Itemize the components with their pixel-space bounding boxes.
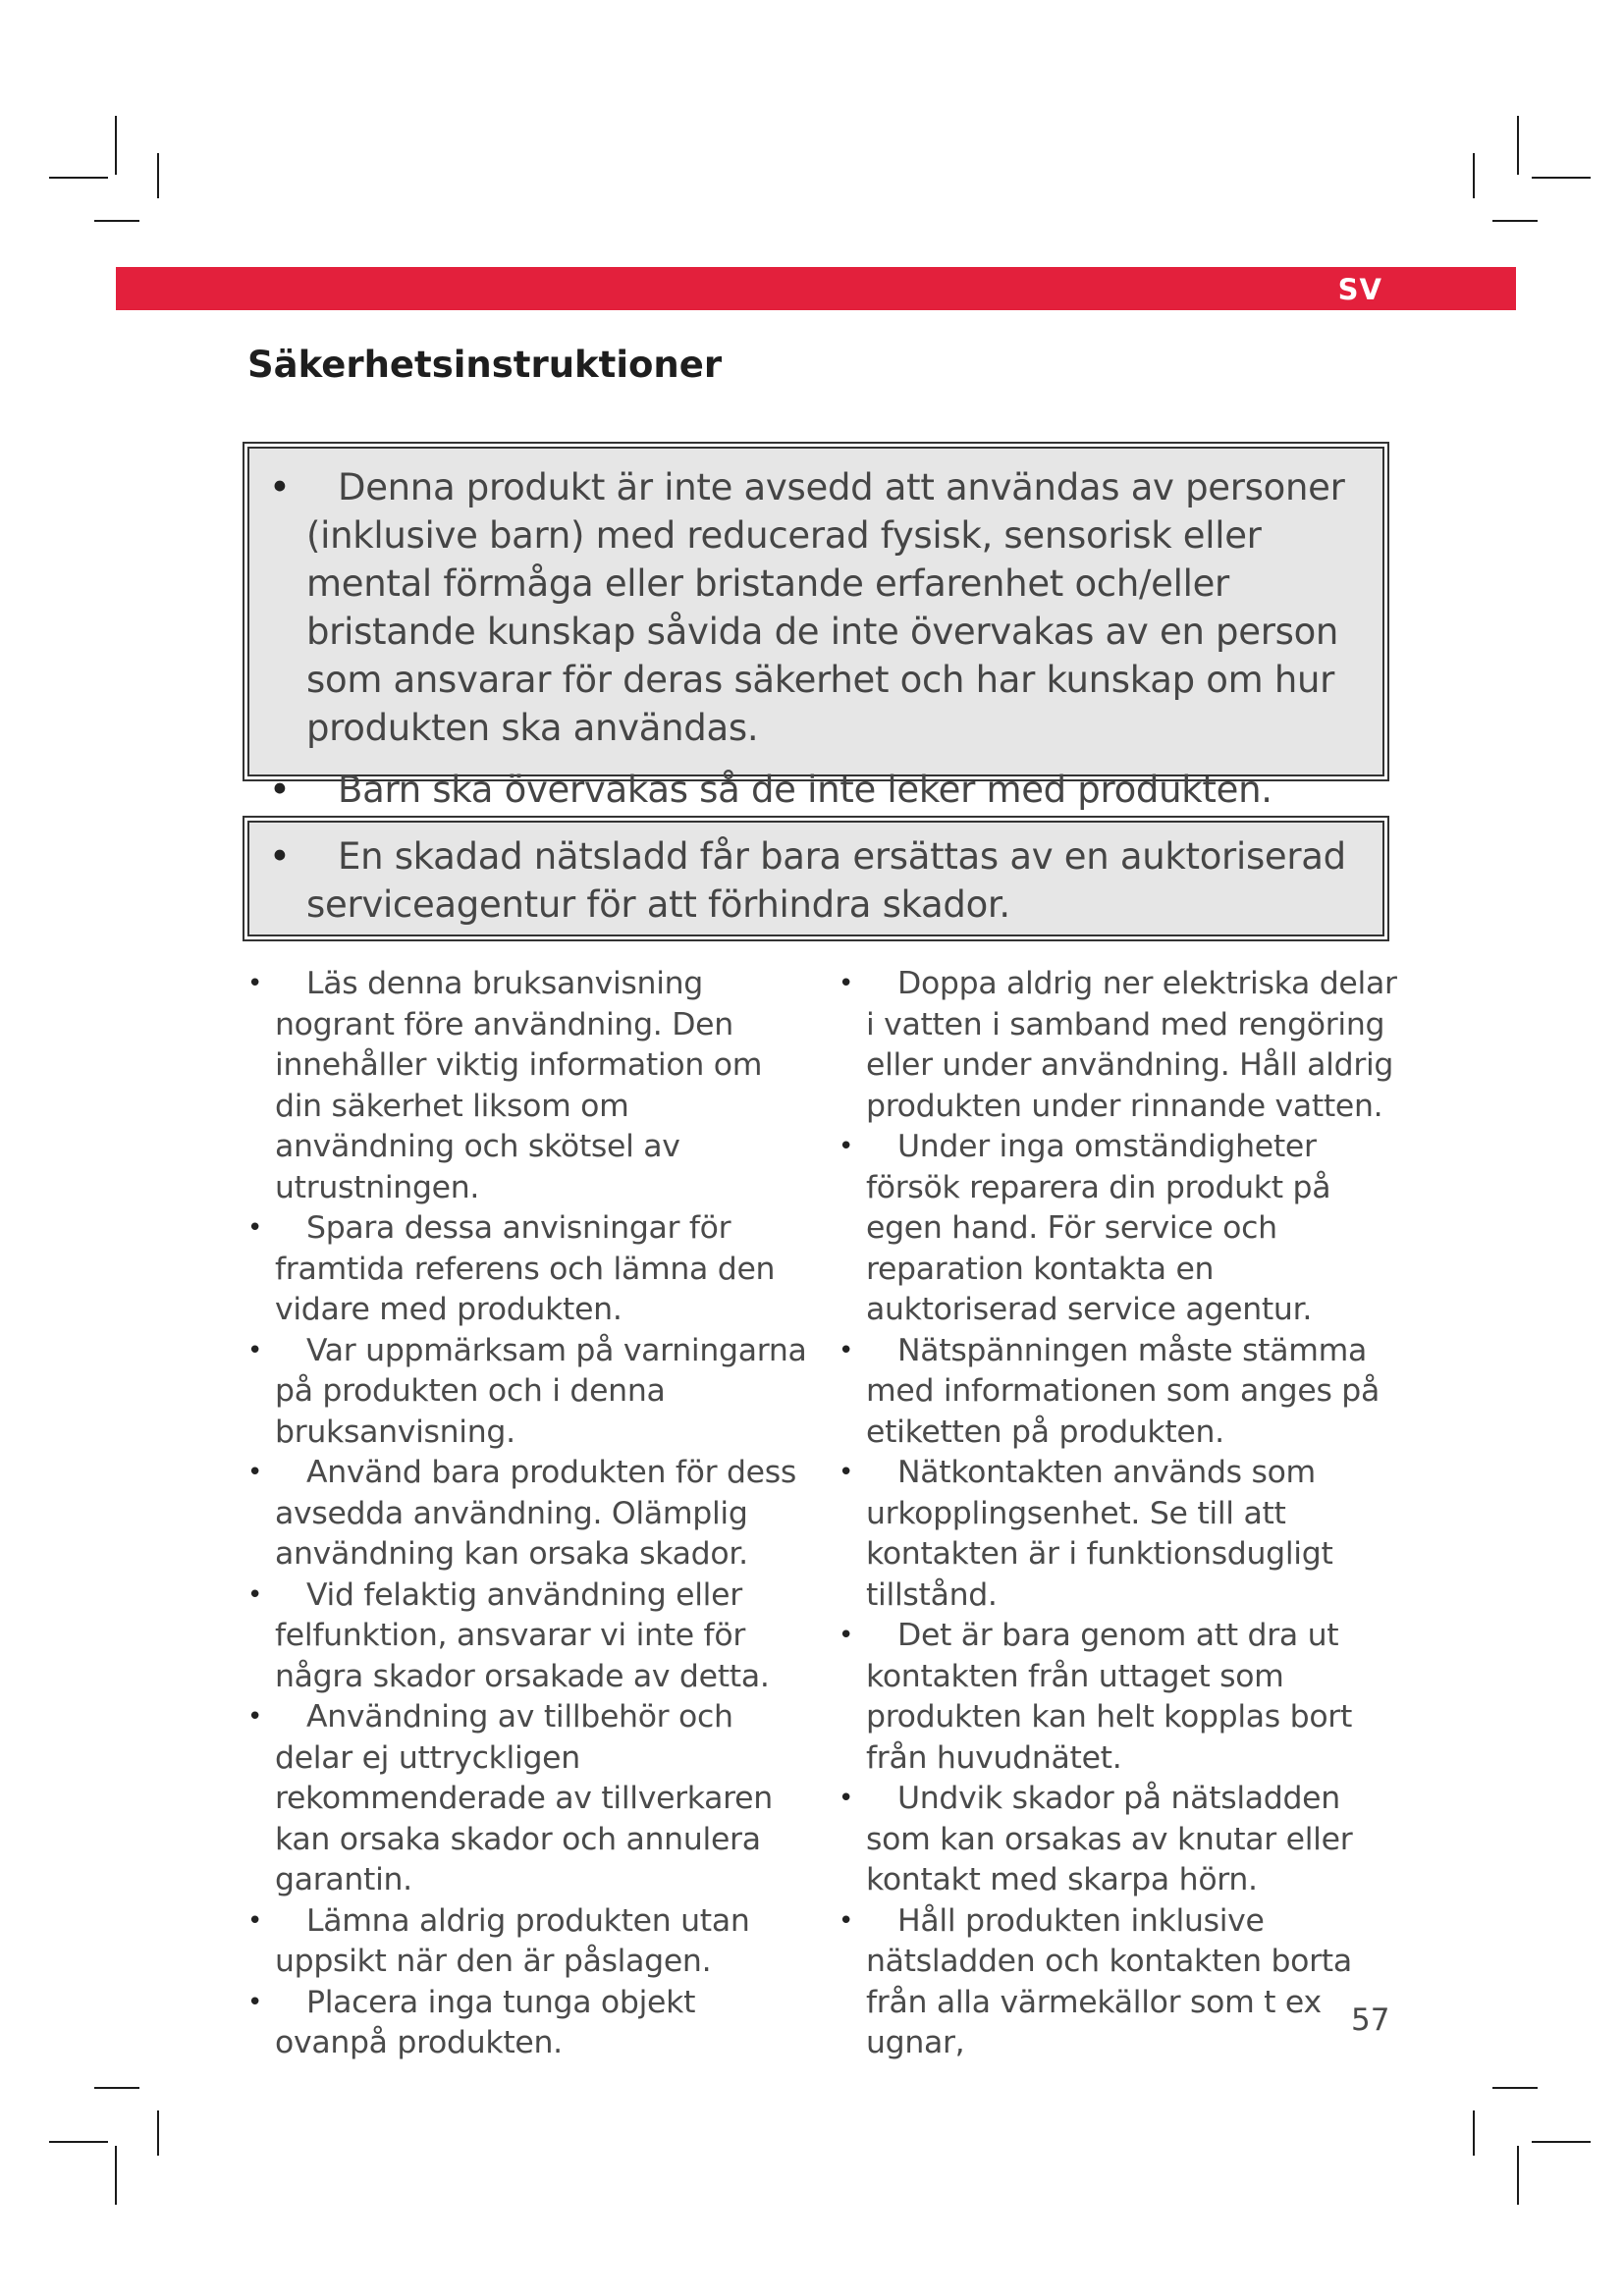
page-number: 57 [1351, 2002, 1390, 2038]
bullet-icon: • [839, 969, 854, 998]
warning-box-1 [247, 447, 1384, 811]
bullet-icon: • [839, 1905, 854, 1936]
bullet-icon: • [247, 1579, 263, 1610]
bullet-icon: • [247, 1987, 263, 2017]
bullet-icon: • [247, 969, 263, 998]
bullet-icon: • [269, 835, 291, 878]
list-item: • Nätkontakten används som urkopplingsenhet. Se till att kontakten är i funktionsdugligt tillstånd. [839, 1455, 1333, 1613]
bullet-icon: • [269, 769, 291, 811]
warning-text: Barn ska övervakas så de inte leker med produkten. [338, 769, 1272, 811]
warning-item [269, 832, 1359, 929]
list-item: • Nätspänningen måste stämma med informationen som anges på etiketten på produkten. [839, 1332, 1380, 1450]
warning-text: Denna produkt är inte avsedd att användas av personer (inklusive barn) med reducerad fysisk, sensorisk eller mental förmåga eller bristande erfarenhet och/eller bristande kunskap såvida de inte övervakas av en person som ansvarar för deras säkerhet och har kunskap om hur produkten ska användas. [306, 466, 1345, 749]
list-item: • Under inga omständigheter försök reparera din produkt på egen hand. För service och reparation kontakta en auktoriserad service agentur. [839, 1129, 1331, 1327]
warning-item [269, 463, 1359, 752]
crop-mark-br-h [1532, 2141, 1591, 2143]
list-item: • Vid felaktig användning eller felfunktion, ansvarar vi inte för några skador orsakade av detta. [247, 1576, 770, 1694]
crop-mark-tl-v [115, 116, 117, 175]
crop-mark-tr-v2 [1473, 153, 1475, 198]
bullet-icon: • [839, 1335, 854, 1365]
bullet-icon: • [839, 1621, 854, 1650]
crop-mark-bl-v [115, 2146, 117, 2205]
bullet-icon: • [839, 1784, 854, 1813]
warning-item [269, 766, 1359, 814]
left-column [247, 964, 817, 2064]
list-item: • Placera inga tunga objekt ovanpå produkten. [247, 1984, 696, 2060]
list-item: • Var uppmärksam på varningarna på produkten och i denna bruksanvisning. [247, 1332, 807, 1450]
crop-mark-tl-h [49, 177, 108, 179]
crop-mark-br-h2 [1492, 2087, 1538, 2089]
list-item: • Doppa aldrig ner elektriska delar i vatten i samband med rengöring eller under användning. Håll aldrig produkten under rinnande vatten. [839, 966, 1397, 1124]
bullet-icon: • [269, 466, 291, 508]
crop-mark-tr-v [1517, 116, 1519, 175]
crop-mark-bl-h [49, 2141, 108, 2143]
list-item: • Det är bara genom att dra ut kontakten från uttaget som produkten kan helt kopplas bort från huvudnätet. [839, 1618, 1352, 1776]
list-item: • Användning av tillbehör och delar ej uttryckligen rekommenderade av tillverkaren kan orsaka skador och annulera garantin. [247, 1699, 773, 1897]
list-item: • Undvik skador på nätsladden som kan orsakas av knutar eller kontakt med skarpa hörn. [839, 1781, 1353, 1897]
bullet-icon: • [839, 1458, 854, 1487]
crop-mark-bl-v2 [157, 2110, 159, 2156]
header-bar [116, 267, 1516, 310]
bullet-icon: • [247, 1213, 263, 1243]
bullet-icon: • [247, 1702, 263, 1732]
list-item: • Använd bara produkten för dess avsedda användning. Olämplig användning kan orsaka skador. [247, 1455, 796, 1572]
list-item: • Spara dessa anvisningar för framtida referens och lämna den vidare med produkten. [247, 1210, 776, 1327]
crop-mark-tl-h2 [94, 220, 139, 222]
crop-mark-br-v [1517, 2146, 1519, 2205]
warning-box-2 [247, 821, 1384, 936]
list-item: • Håll produkten inklusive nätsladden och kontakten borta från alla värmekällor som t ex ugnar, [839, 1902, 1352, 2060]
language-code: SV [1337, 273, 1382, 306]
bullet-icon: • [839, 1132, 854, 1161]
page-title: Säkerhetsinstruktioner [247, 344, 723, 386]
crop-mark-bl-h2 [94, 2087, 139, 2089]
bullet-icon: • [247, 1335, 263, 1365]
bullet-icon: • [247, 1905, 263, 1936]
warning-text: En skadad nätsladd får bara ersättas av en auktoriserad serviceagentur för att förhindra skador. [306, 835, 1346, 926]
list-item: • Läs denna bruksanvisning nogrant före användning. Den innehåller viktig information om din säkerhet liksom om användning och skötsel av utrustningen. [247, 966, 763, 1205]
crop-mark-tl-v2 [157, 153, 159, 198]
right-column [839, 964, 1408, 2064]
list-item: • Lämna aldrig produkten utan uppsikt när den är påslagen. [247, 1902, 750, 1979]
crop-mark-br-v2 [1473, 2110, 1475, 2156]
crop-mark-tr-h2 [1492, 220, 1538, 222]
crop-mark-tr-h [1532, 177, 1591, 179]
bullet-icon: • [247, 1458, 263, 1487]
